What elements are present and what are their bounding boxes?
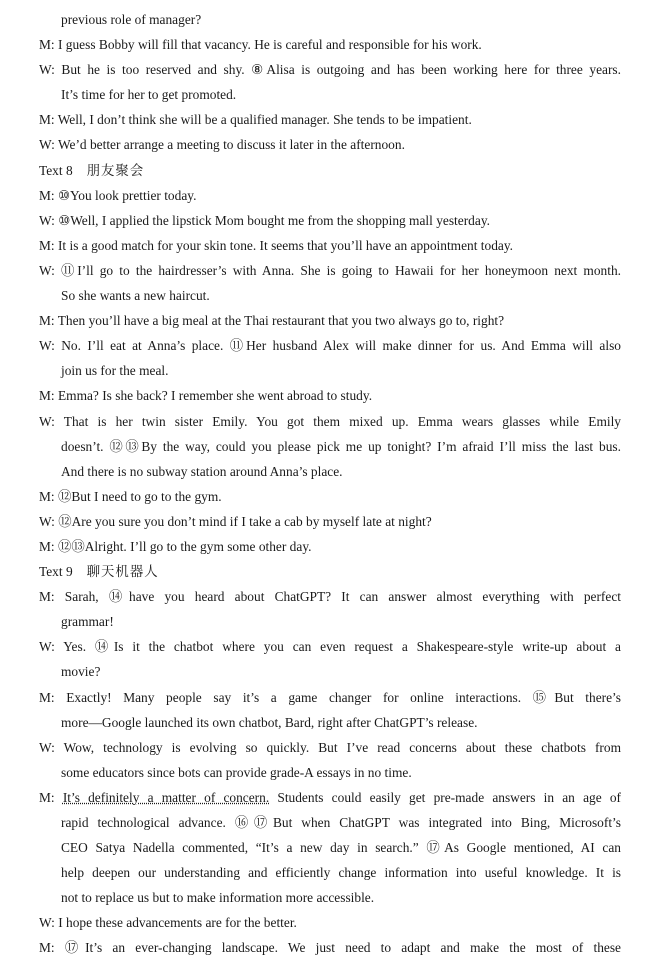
dialogue-line: some educators since bots can provide grade-A essays in no time. bbox=[61, 764, 412, 780]
dialogue-line bbox=[0, 785, 649, 810]
dialogue-line: M: Then you’ll have a big meal at the Thai restaurant that you two always go to, right? bbox=[39, 313, 505, 329]
dialogue-line: M: Emma? Is she back? I remember she went abroad to study. bbox=[39, 388, 373, 404]
dialogue-line: W: Yes. ⑭Is it the chatbot where you can even request a Shakespeare-style write-up about a bbox=[39, 639, 621, 655]
dialogue-line: rapid technological advance. ⑯⑰But when ChatGPT was integrated into Bing, Microsoft’s bbox=[61, 815, 621, 830]
dialogue-line: So she wants a new haircut. bbox=[61, 288, 210, 304]
dialogue-line: W: We’d better arrange a meeting to discuss it later in the afternoon. bbox=[39, 137, 405, 153]
dialogue-line: previous role of manager? bbox=[61, 12, 202, 27]
dialogue-line: M: It is a good match for your skin tone. It seems that you’ll have an appointment today. bbox=[39, 237, 514, 253]
dialogue-line: M: ⑫But I need to go to the gym. bbox=[39, 488, 222, 504]
dialogue-line: not to replace us but to make information more accessible. bbox=[61, 890, 375, 906]
dialogue-line: M: ⑰It’s an ever-changing landscape. We just need to adapt and make the most of these bbox=[39, 940, 621, 956]
section-heading bbox=[0, 559, 649, 584]
dialogue-line: join us for the meal. bbox=[61, 363, 169, 379]
dialogue-line: grammar! bbox=[61, 614, 114, 630]
dialogue-line: doesn’t. ⑫⑬By the way, could you please pick me up tonight? I’m afraid I’ll miss the last bus. bbox=[61, 438, 621, 454]
underlined-phrase: It’s definitely a matter of concern. bbox=[62, 789, 270, 805]
section-topic: 朋友聚会 bbox=[86, 162, 145, 178]
dialogue-line: W: But he is too reserved and shy. ⑧Alisa is outgoing and has been working here for three years. bbox=[39, 62, 621, 78]
speaker-prefix: M: bbox=[39, 789, 63, 805]
dialogue-line: And there is no subway station around Anna’s place. bbox=[61, 463, 343, 479]
dialogue-line: help deepen our understanding and efficiently change information into useful knowledge. It is bbox=[61, 865, 621, 881]
dialogue-line: M: I guess Bobby will fill that vacancy. He is careful and responsible for his work. bbox=[39, 37, 482, 53]
dialogue-line: M: Exactly! Many people say it’s a game changer for online interactions. ⑮But there’s bbox=[39, 689, 621, 705]
dialogue-line: more—Google launched its own chatbot, Bard, right after ChatGPT’s release. bbox=[61, 714, 478, 730]
dialogue-line: W: ⑫Are you sure you don’t mind if I take a cab by myself late at night? bbox=[39, 513, 432, 529]
dialogue-line: movie? bbox=[61, 664, 101, 680]
dialogue-line: W: That is her twin sister Emily. You got them mixed up. Emma wears glasses while Emily bbox=[39, 413, 621, 429]
dialogue-line: CEO Satya Nadella commented, “It’s a new day in search.” ⑰As Google mentioned, AI can bbox=[61, 840, 621, 856]
line-rest: Students could easily get pre-made answers in an age of bbox=[269, 789, 621, 805]
dialogue-line: M: Sarah, ⑭have you heard about ChatGPT? It can answer almost everything with perfect bbox=[39, 589, 621, 605]
section-topic: 聊天机器人 bbox=[86, 564, 159, 580]
dialogue-line: W: Wow, technology is evolving so quickly. But I’ve read concerns about these chatbots from bbox=[39, 739, 621, 755]
dialogue-line: M: ⑩You look prettier today. bbox=[39, 187, 197, 203]
dialogue-line: W: ⑩Well, I applied the lipstick Mom bought me from the shopping mall yesterday. bbox=[39, 212, 490, 228]
section-heading bbox=[0, 158, 649, 183]
section-label: Text 9 bbox=[39, 564, 73, 580]
section-label: Text 8 bbox=[39, 162, 73, 178]
dialogue-line: M: Well, I don’t think she will be a qualified manager. She tends to be impatient. bbox=[39, 112, 472, 128]
dialogue-line: W: ⑪I’ll go to the hairdresser’s with Anna. She is going to Hawaii for her honeymoon next month. bbox=[39, 262, 621, 278]
dialogue-line: W: No. I’ll eat at Anna’s place. ⑪Her husband Alex will make dinner for us. And Emma will also bbox=[39, 338, 621, 354]
dialogue-line: M: ⑫⑬Alright. I’ll go to the gym some other day. bbox=[39, 538, 312, 554]
dialogue-line: It’s time for her to get promoted. bbox=[61, 87, 237, 103]
dialogue-line: W: I hope these advancements are for the better. bbox=[39, 915, 297, 931]
transcript-page bbox=[0, 7, 649, 961]
